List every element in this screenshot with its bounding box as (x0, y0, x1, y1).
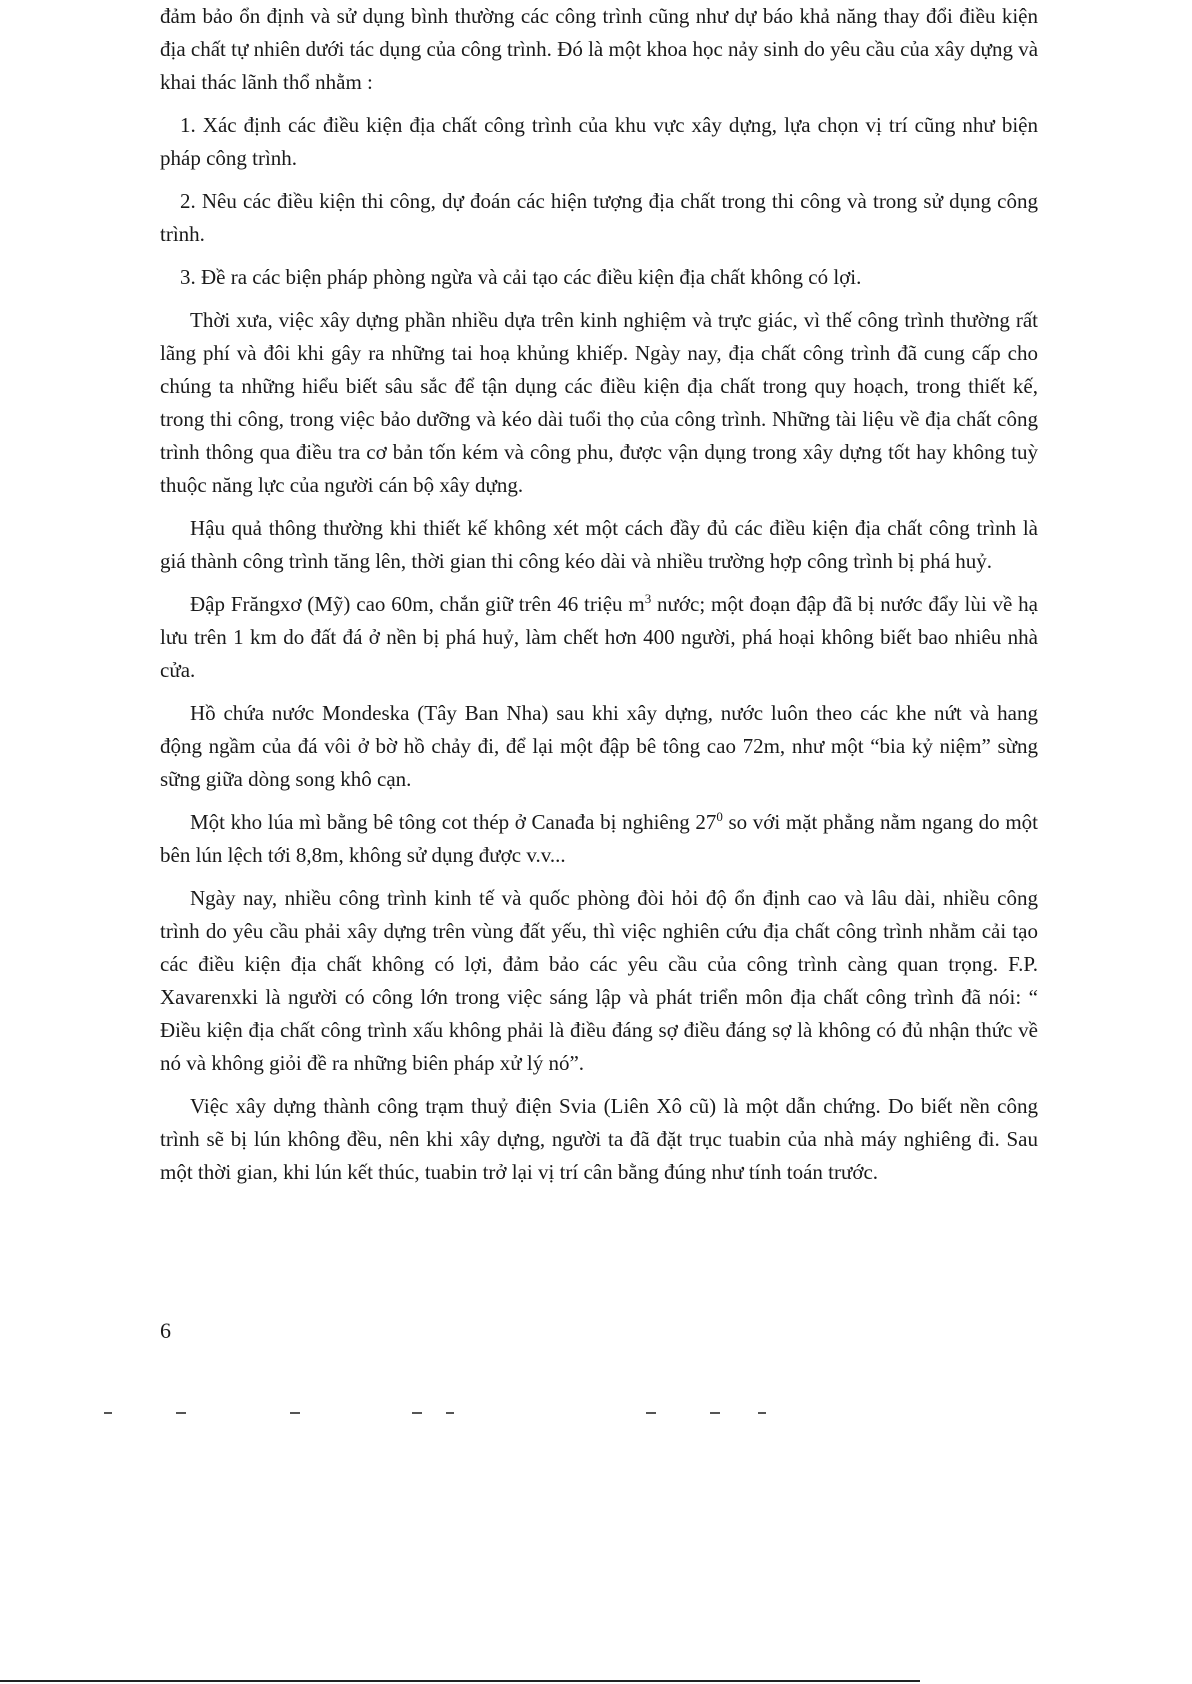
scan-mark (758, 1412, 766, 1414)
list-item-1: 1. Xác định các điều kiện địa chất công trình của khu vực xây dựng, lựa chọn vị trí cũng như biện pháp công trình. (160, 113, 1038, 170)
paragraph-svia: Việc xây dựng thành công trạm thuỷ điện Svia (Liên Xô cũ) là một dẫn chứng. Do biết nền công trình sẽ bị lún không đều, nên khi xây dựng, người ta đã đặt trục tuabin của nhà máy nghiêng đi. Sau một thời gian, khi lún kết thúc, tuabin trở lại vị trí cân bằng đúng như tính toán trước. (160, 1094, 1038, 1184)
scan-mark (290, 1412, 300, 1414)
frangxo-text-b: nước; một đoạn đập đã bị nước đẩy lùi về hạ lưu trên 1 km do đất đá ở nền bị phá huỷ, làm chết hơn 400 người, phá hoại không biết bao nhiêu nhà cửa. (160, 592, 1038, 682)
scan-mark (446, 1412, 454, 1414)
canada-superscript: 0 (716, 809, 723, 824)
paragraph-modern-works: Ngày nay, nhiều công trình kinh tế và quốc phòng đòi hỏi độ ổn định cao và lâu dài, nhiều công trình do yêu cầu phải xây dựng trên vùng đất yếu, thì việc nghiên cứu địa chất công trình nhằm cải tạo các điều kiện địa chất không có lợi, đảm bảo các yêu cầu của công trình càng quan trọng. F.P. Xavarenxki là người có công lớn trong việc sáng lập và phát triển môn địa chất công trình đã nói: “ Điều kiện địa chất công trình xấu không phải là điều đáng sợ điều đáng sợ là không có đủ nhận thức về nó và không giỏi đề ra những biên pháp xử lý nó”. (160, 886, 1038, 1075)
scan-mark (412, 1412, 422, 1414)
frangxo-text-a: Đập Frăngxơ (Mỹ) cao 60m, chắn giữ trên 46 triệu m (190, 592, 645, 616)
page-number: 6 (160, 1318, 171, 1343)
body-text (160, 0, 1038, 1199)
canada-text-a: Một kho lúa mì bằng bê tông cot thép ở Canađa bị nghiêng 27 (190, 810, 717, 834)
scan-mark (710, 1412, 720, 1414)
list-item-3: 3. Đề ra các biện pháp phòng ngừa và cải tạo các điều kiện địa chất không có lợi. (180, 265, 862, 289)
paragraph-mondeska: Hồ chứa nước Mondeska (Tây Ban Nha) sau khi xây dựng, nước luôn theo các khe nứt và hang động ngầm của đá vôi ở bờ hồ chảy đi, để lại một đập bê tông cao 72m, như một “bia kỷ niệm” sừng sững giữa dòng song khô cạn. (160, 701, 1038, 791)
paragraph-history: Thời xưa, việc xây dựng phần nhiều dựa trên kinh nghiệm và trực giác, vì thế công trình thường rất lãng phí và đôi khi gây ra những tai hoạ khủng khiếp. Ngày nay, địa chất công trình đã cung cấp cho chúng ta những hiểu biết sâu sắc để tận dụng các điều kiện địa chất trong quy hoạch, trong thiết kế, trong thi công, trong việc bảo dưỡng và kéo dài tuổi thọ của công trình. Những tài liệu về địa chất công trình thông qua điều tra cơ bản tốn kém và công phu, được vận dụng trong xây dựng tốt hay không tuỳ thuộc năng lực của người cán bộ xây dựng. (160, 308, 1038, 497)
scan-bottom-edge (0, 1680, 920, 1682)
paragraph-intro: đảm bảo ổn định và sử dụng bình thường các công trình cũng như dự báo khả năng thay đổi điều kiện địa chất tự nhiên dưới tác dụng của công trình. Đó là một khoa học nảy sinh do yêu cầu của xây dựng và khai thác lãnh thổ nhằm : (160, 4, 1039, 94)
list-item-2: 2. Nêu các điều kiện thi công, dự đoán các hiện tượng địa chất trong thi công và trong sử dụng công trình. (160, 189, 1038, 246)
frangxo-superscript: 3 (644, 591, 652, 606)
scan-mark (104, 1412, 112, 1414)
paragraph-canada-silo (160, 806, 1038, 872)
scan-mark (176, 1412, 186, 1414)
canada-text-b: so với mặt phẳng nằm ngang do một bên lún lệch tới 8,8m, không sử dụng được v.v... (160, 810, 1038, 867)
paragraph-consequences: Hậu quả thông thường khi thiết kế không xét một cách đầy đủ các điều kiện địa chất công trình là giá thành công trình tăng lên, thời gian thi công kéo dài và nhiều trường hợp công trình bị phá huỷ. (160, 516, 1038, 573)
paragraph-frangxo-dam (160, 588, 1038, 687)
scan-mark (646, 1412, 656, 1414)
